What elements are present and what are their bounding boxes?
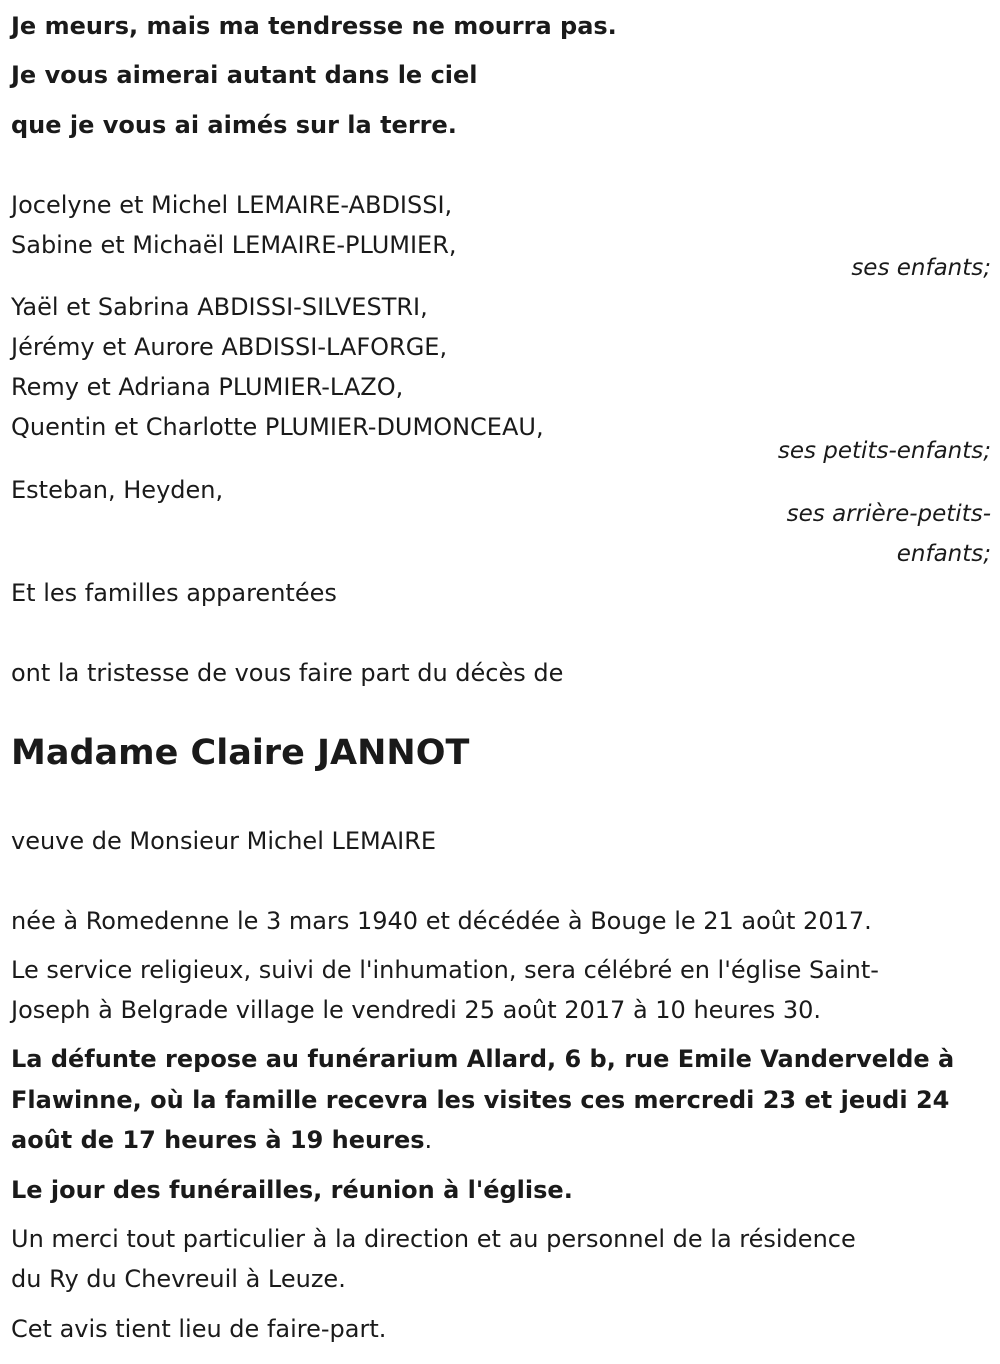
service-line-2: Joseph à Belgrade village le vendredi 25 août 2017 à 10 heures 30. [11, 996, 822, 1024]
meeting-note: Le jour des funérailles, réunion à l'église. [11, 1176, 573, 1204]
great-grandchildren-names: Esteban, Heyden, [11, 476, 224, 504]
children-label: ses enfants; [851, 255, 991, 281]
child-name: Jocelyne et Michel LEMAIRE-ABDISSI, [11, 191, 453, 219]
period: . [424, 1126, 433, 1154]
funeral-home-line-2: Flawinne, où la famille recevra les visites ces mercredi 23 et jeudi 24 [11, 1086, 950, 1114]
grandchild-name: Jérémy et Aurore ABDISSI-LAFORGE, [11, 333, 448, 361]
obituary-notice [11, 0, 991, 1364]
funeral-home-line-1: La défunte repose au funérarium Allard, 6 b, rue Emile Vandervelde à [11, 1045, 955, 1073]
child-name: Sabine et Michaël LEMAIRE-PLUMIER, [11, 231, 457, 259]
announcement: ont la tristesse de vous faire part du décès de [11, 659, 564, 687]
birth-death: née à Romedenne le 3 mars 1940 et décédée à Bouge le 21 août 2017. [11, 907, 872, 935]
quote-line-2: Je vous aimerai autant dans le ciel [11, 61, 478, 89]
thanks-line-2: du Ry du Chevreuil à Leuze. [11, 1265, 346, 1293]
great-grandchildren-label-2: enfants; [896, 541, 991, 567]
great-grandchildren-label-1: ses arrière-petits- [786, 501, 991, 527]
closing-note: Cet avis tient lieu de faire-part. [11, 1315, 387, 1343]
quote-line-3: que je vous ai aimés sur la terre. [11, 111, 457, 139]
thanks-line-1: Un merci tout particulier à la direction et au personnel de la résidence [11, 1225, 856, 1253]
service-line-1: Le service religieux, suivi de l'inhumation, sera célébré en l'église Saint- [11, 956, 879, 984]
visiting-hours: août de 17 heures à 19 heures [11, 1126, 425, 1154]
grandchild-name: Yaël et Sabrina ABDISSI-SILVESTRI, [11, 293, 428, 321]
widow-of: veuve de Monsieur Michel LEMAIRE [11, 827, 437, 855]
funeral-home-line-3 [11, 1124, 432, 1156]
grandchild-name: Remy et Adriana PLUMIER-LAZO, [11, 373, 404, 401]
quote-line-1: Je meurs, mais ma tendresse ne mourra pas. [11, 12, 617, 40]
grandchildren-label: ses petits-enfants; [777, 438, 991, 464]
deceased-name: Madame Claire JANNOT [11, 733, 470, 773]
related-families: Et les familles apparentées [11, 579, 337, 607]
grandchild-name: Quentin et Charlotte PLUMIER-DUMONCEAU, [11, 413, 544, 441]
